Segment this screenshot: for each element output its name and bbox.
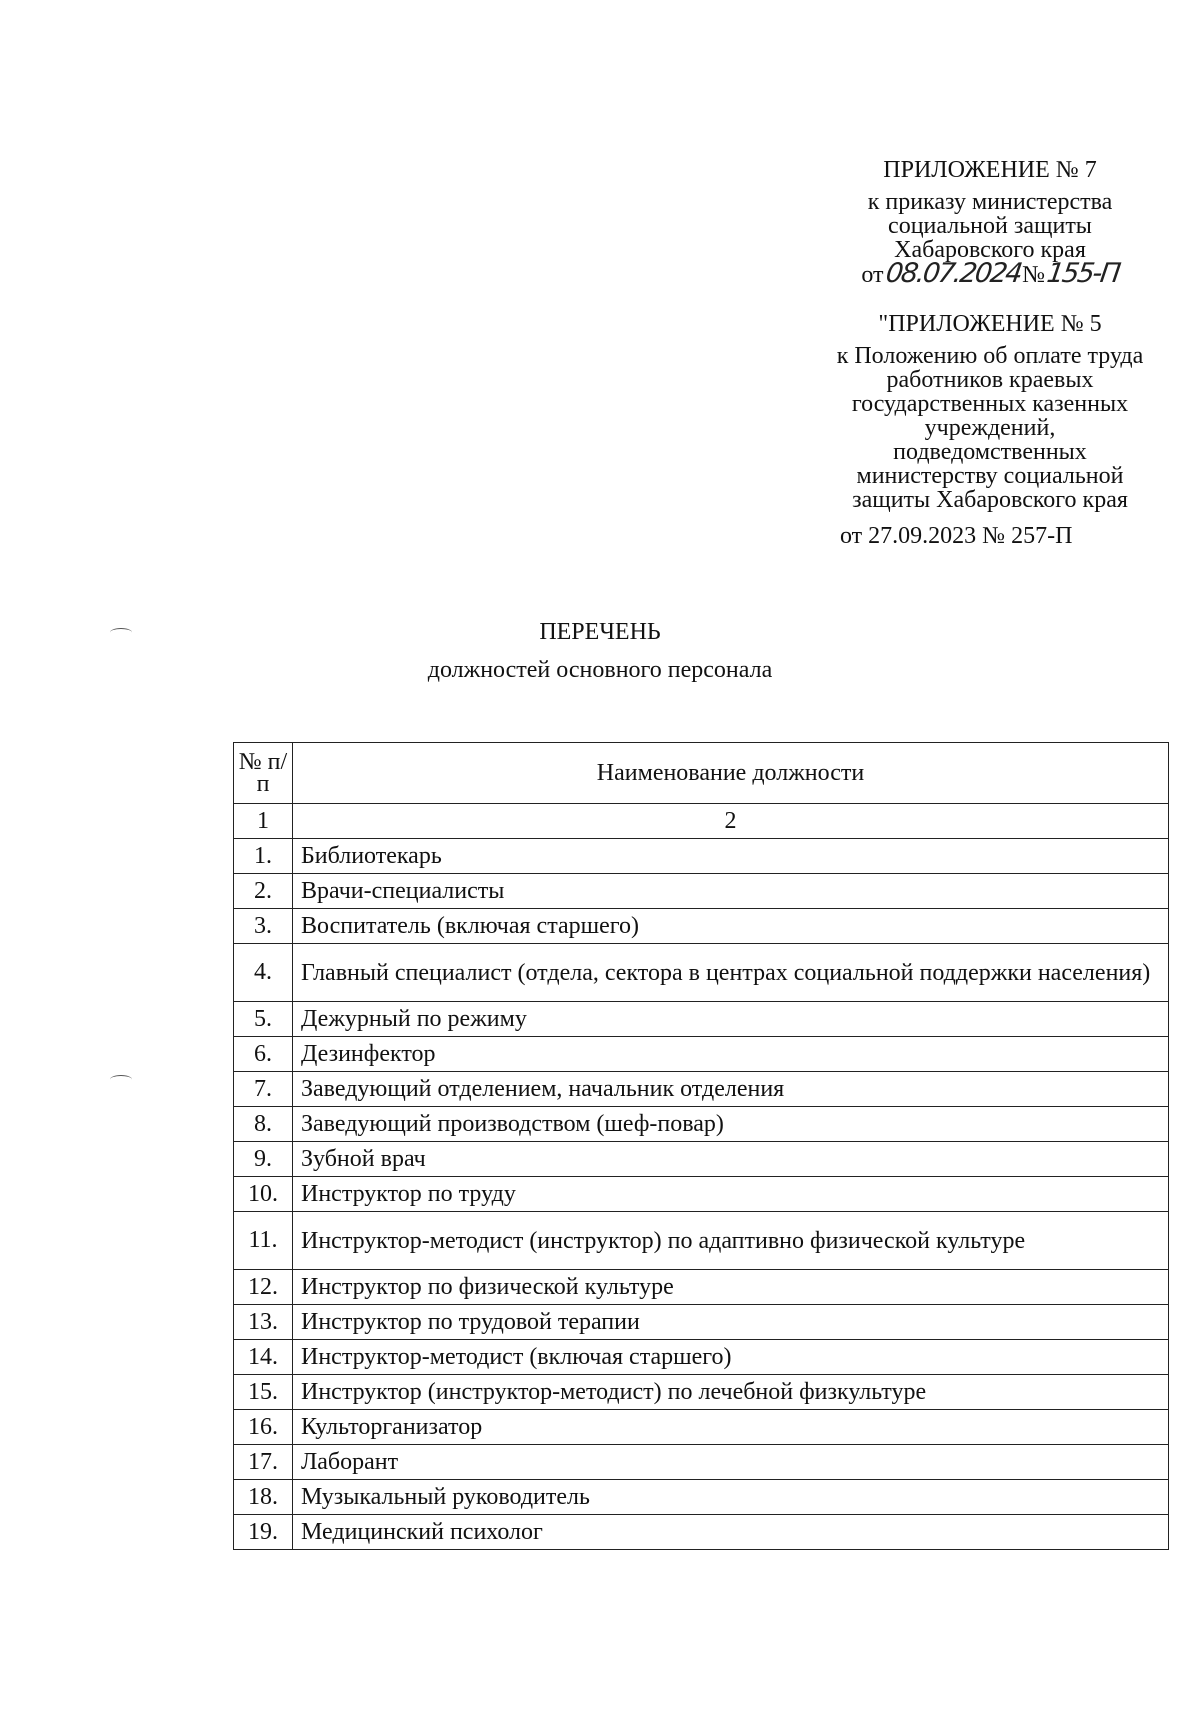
appendix-5-line: подведомственных: [893, 439, 1087, 465]
table-row: [234, 1305, 1169, 1340]
row-number: 16.: [234, 1410, 293, 1445]
position-name: Главный специалист (отдела, сектора в центрах социальной поддержки населения): [293, 944, 1169, 1002]
row-number: 14.: [234, 1340, 293, 1375]
position-name: Библиотекарь: [293, 839, 1169, 874]
row-number: 17.: [234, 1445, 293, 1480]
appendix-5-title: "ПРИЛОЖЕНИЕ № 5: [878, 311, 1102, 337]
column-index: 2: [293, 804, 1169, 839]
appendix-5-date: от 27.09.2023 № 257-П: [840, 523, 1073, 549]
position-name: Музыкальный руководитель: [293, 1480, 1169, 1515]
row-number: 5.: [234, 1002, 293, 1037]
row-number: 15.: [234, 1375, 293, 1410]
table-row: [234, 1072, 1169, 1107]
position-name: Дезинфектор: [293, 1037, 1169, 1072]
scan-mark: [110, 1075, 132, 1084]
row-number: 6.: [234, 1037, 293, 1072]
row-number: 8.: [234, 1107, 293, 1142]
appendix-5-line: защиты Хабаровского края: [852, 487, 1128, 513]
row-number: 13.: [234, 1305, 293, 1340]
appendix-5-line: работников краевых: [886, 367, 1094, 393]
table-row: [234, 1375, 1169, 1410]
column-index: 1: [234, 804, 293, 839]
column-index-row: [234, 804, 1169, 839]
table-row: [234, 1445, 1169, 1480]
table-row: [234, 1002, 1169, 1037]
header-position-name: Наименование должности: [293, 743, 1169, 804]
position-name: Культорганизатор: [293, 1410, 1169, 1445]
number-prefix: №: [1022, 262, 1046, 288]
row-number: 10.: [234, 1177, 293, 1212]
position-name: Воспитатель (включая старшего): [293, 909, 1169, 944]
table-row: [234, 1142, 1169, 1177]
position-name: Зубной врач: [293, 1142, 1169, 1177]
table-row: [234, 1212, 1169, 1270]
scan-mark: [110, 628, 132, 637]
appendix-5-line: к Положению об оплате труда: [836, 343, 1144, 369]
position-name: Инструктор (инструктор-методист) по лечебной физкультуре: [293, 1375, 1169, 1410]
handwritten-number: 155-П: [1044, 258, 1121, 289]
appendix-7-line: к приказу министерства: [867, 189, 1113, 215]
table-row: [234, 1480, 1169, 1515]
row-number: 3.: [234, 909, 293, 944]
table-row: [234, 1177, 1169, 1212]
position-name: Врачи-специалисты: [293, 874, 1169, 909]
appendix-7-line: Хабаровского края: [894, 237, 1086, 263]
appendix-5-line: государственных казенных: [851, 391, 1129, 417]
position-name: Инструктор по трудовой терапии: [293, 1305, 1169, 1340]
table-row: [234, 909, 1169, 944]
appendix-5-line: учреждений,: [924, 415, 1056, 441]
table-row: [234, 1037, 1169, 1072]
appendix-7-block: [840, 158, 1140, 287]
row-number: 12.: [234, 1270, 293, 1305]
row-number: 1.: [234, 839, 293, 874]
row-number: 7.: [234, 1072, 293, 1107]
header-number: № п/п: [234, 743, 293, 804]
row-number: 11.: [234, 1212, 293, 1270]
position-name: Инструктор по труду: [293, 1177, 1169, 1212]
row-number: 19.: [234, 1515, 293, 1550]
table-header-row: [234, 743, 1169, 804]
position-name: Инструктор по физической культуре: [293, 1270, 1169, 1305]
table-row: [234, 1410, 1169, 1445]
positions-table: [233, 742, 1169, 1550]
table-row: [234, 1270, 1169, 1305]
row-number: 18.: [234, 1480, 293, 1515]
position-name: Медицинский психолог: [293, 1515, 1169, 1550]
list-title: ПЕРЕЧЕНЬ: [539, 619, 661, 645]
appendix-7-line: социальной защиты: [888, 213, 1092, 239]
table-row: [234, 944, 1169, 1002]
appendix-7-date-line: [840, 258, 1140, 289]
position-name: Инструктор-методист (включая старшего): [293, 1340, 1169, 1375]
position-name: Дежурный по режиму: [293, 1002, 1169, 1037]
appendix-5-block: [800, 312, 1180, 512]
table-row: [234, 1107, 1169, 1142]
table-row: [234, 839, 1169, 874]
row-number: 2.: [234, 874, 293, 909]
appendix-7-title: ПРИЛОЖЕНИЕ № 7: [883, 157, 1097, 183]
appendix-5-line: министерству социальной: [856, 463, 1124, 489]
row-number: 9.: [234, 1142, 293, 1177]
handwritten-date: 08.07.2024: [883, 258, 1023, 289]
date-prefix: от: [861, 262, 884, 288]
position-name: Заведующий производством (шеф-повар): [293, 1107, 1169, 1142]
table-row: [234, 1340, 1169, 1375]
position-name: Лаборант: [293, 1445, 1169, 1480]
table-row: [234, 1515, 1169, 1550]
list-subtitle: должностей основного персонала: [427, 657, 773, 683]
position-name: Заведующий отделением, начальник отделения: [293, 1072, 1169, 1107]
row-number: 4.: [234, 944, 293, 1002]
table-row: [234, 874, 1169, 909]
position-name: Инструктор-методист (инструктор) по адаптивно физической культуре: [293, 1212, 1169, 1270]
